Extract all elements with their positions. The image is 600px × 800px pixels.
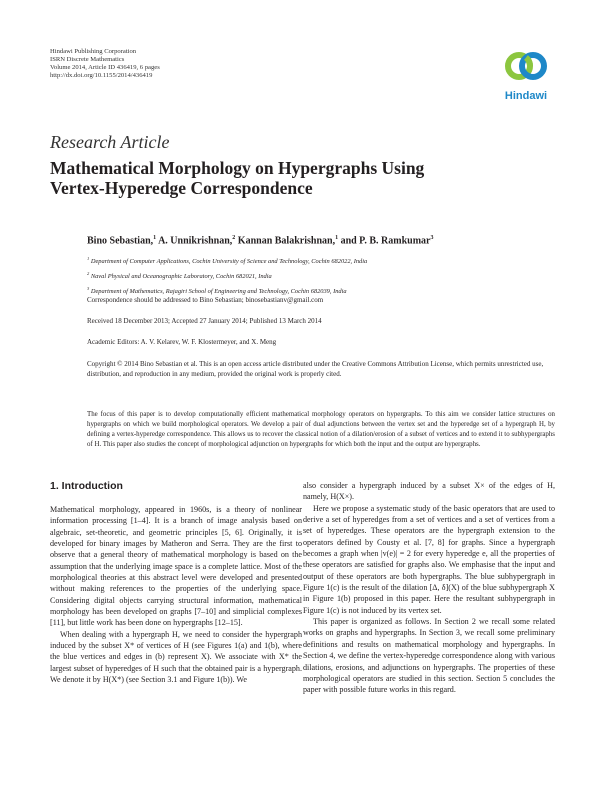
paragraph: Here we propose a systematic study of the basic operators that are used to derive a set of hyperedges from a set of vertices and a set of vertices from a set of hyperedges. These operators are the hypergraph extension to the operators defined by Cousty et al. [7, 8] for graphs. Since a hypergraph becomes a graph when |v(e)| = 2 for every hyperedge e, all the properties of these operators are satisfied for graphs also. We emphasise that the input and output of these operators are both hypergraphs. The blue subhypergraph in Figure 1(c) is the result of the dilation [Δ, δ](X) of the blue subhypergraph X in Figure 1(b) proposed in this paper. Here the resultant subhypergraph in Figure 1(c) is not induced by its vertex set. — [303, 503, 555, 615]
paragraph: Mathematical morphology, appeared in 1960s, is a theory of nonlinear information processing [1–4]. It is a branch of image analysis based on algebraic, set-theoretic, and geometric principles [5, 6]. Originally, it is developed for binary images by Matheron and Serra. They are the first to observe that a general theory of mathematical morphology is based on the assumption that the underlying image space is a complete lattice. Most of the morphological theories at this abstract level were developed and presented without making references to the properties of the underlying space. Considering digital objects carrying structural information, mathematical morphology has been developed on graphs [7–10] and simplicial complexes [11], but little work has been done on hypergraphs [12–15]. — [50, 505, 302, 628]
affiliation-number: 3 — [87, 286, 90, 292]
correspondence: Correspondence should be addressed to Bino Sebastian; binosebastianv@gmail.com — [87, 296, 324, 304]
author-name: Kannan Balakrishnan, — [235, 235, 336, 247]
abstract: The focus of this paper is to develop computationally efficient mathematical morphology operators on hypergraphs. To this aim we consider lattice structures on hypergraphs on which we build morphological operators. We develop a pair of dual adjunctions between the vertex set and the hyperedge set of a hypergraph H, by defining a vertex-hyperedge correspondence. This allows us to recover the classical notion of a dilation/erosion of a subset of vertices and to extend it to subhypergraphs of H. This paper also studies the concept of morphological adjunction on hypergraphs for which both the input and the output are hypergraphs. — [87, 411, 555, 448]
section-heading: 1. Introduction — [50, 480, 123, 492]
hindawi-logo — [497, 46, 555, 104]
affiliation-text: Department of Computer Applications, Cochin University of Science and Technology, Cochin 682022, India — [89, 258, 368, 266]
right-column — [303, 480, 555, 696]
journal-header — [50, 48, 160, 80]
doi-link[interactable]: http://dx.doi.org/10.1155/2014/436419 — [50, 72, 153, 79]
affiliation-number: 1 — [87, 256, 90, 261]
paragraph: also consider a hypergraph induced by a subset X× of the edges of H, namely, H(X×). — [303, 481, 555, 502]
affiliation-number: 2 — [87, 271, 90, 277]
affiliation-text: Department of Mathematics, Rajagiri School of Engineering and Technology, Cochin 682039, India — [89, 288, 347, 296]
publisher-name: Hindawi Publishing Corporation — [50, 48, 137, 55]
left-column — [50, 504, 302, 686]
author-list — [87, 235, 434, 246]
academic-editors: Academic Editors: A. V. Kelarev, W. F. Klostermeyer, and X. Meng — [87, 338, 277, 346]
affiliation-text: Naval Physical and Oceanographic Laboratory, Cochin 682021, India — [89, 273, 272, 281]
journal-name: ISRN Discrete Mathematics — [50, 56, 125, 63]
page-title: Mathematical Morphology on Hypergraphs Using Vertex-Hyperedge Correspondence — [50, 158, 425, 198]
article-type: Research Article — [50, 132, 170, 152]
publication-dates: Received 18 December 2013; Accepted 27 January 2014; Published 13 March 2014 — [87, 317, 322, 325]
author-name: and P. B. Ramkumar — [338, 235, 431, 247]
affiliations — [87, 253, 367, 298]
hindawi-logo-icon — [497, 46, 555, 90]
paragraph: When dealing with a hypergraph H, we need to consider the hypergraph induced by the subset X* of vertices of H (see Figures 1(a) and 1(b), where the blue vertices and edges in (b) represent X). We associate with X* the largest subset of hyperedges of H such that the obtained pair is a hypergraph. We denote it by H(X*) (see Section 3.1 and Figure 1(b)). We — [50, 629, 302, 685]
author-affiliation-mark: 2 — [232, 235, 236, 241]
author-name: Bino Sebastian, — [87, 235, 154, 247]
author-name: A. Unnikrishnan, — [156, 235, 233, 247]
logo-text: Hindawi — [504, 90, 548, 102]
author-affiliation-mark: 3 — [430, 235, 434, 241]
volume-info: Volume 2014, Article ID 436419, 6 pages — [50, 64, 160, 71]
copyright-notice: Copyright © 2014 Bino Sebastian et al. This is an open access article distributed under the Creative Commons Attribution License, which permits unrestricted use, distribution, and reproduction in any medium, provided the original work is properly cited. — [87, 360, 544, 378]
paragraph: This paper is organized as follows. In Section 2 we recall some related works on graphs and hypergraphs. In Section 3, we recall some preliminary definitions and results on mathematical morphology and hypergraphs. In Section 4, we define the vertex-hyperedge correspondence along with various dilations, erosions, and adjunctions on hypergraphs. The properties of these morphological operators are studied in this section. Section 5 concludes the paper with possible future works in this regard. — [303, 617, 555, 695]
affiliation-item — [87, 253, 367, 268]
author-affiliation-mark: 1 — [153, 235, 157, 241]
author-affiliation-mark: 1 — [335, 235, 339, 241]
affiliation-item — [87, 268, 367, 283]
